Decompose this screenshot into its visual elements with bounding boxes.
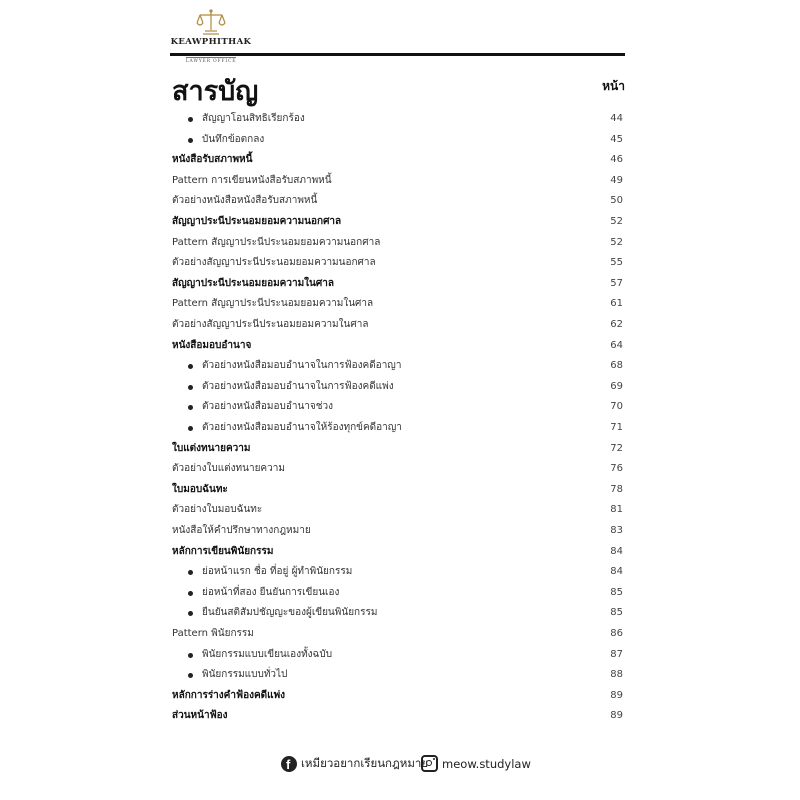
toc-entry[interactable]	[172, 500, 623, 520]
toc-entry-page: 61	[610, 298, 623, 310]
toc-entry-page: 72	[610, 442, 623, 454]
brand-name: KEAWPHITHAK	[170, 37, 252, 47]
bullet-icon	[188, 673, 193, 678]
toc-entry[interactable]	[172, 233, 623, 253]
toc-entry-page: 52	[610, 236, 623, 248]
toc-entry-label: ย่อหน้าที่สอง ยืนยันการเขียนเอง	[202, 586, 340, 598]
toc-entry-label: ตัวอย่างใบแต่งทนายความ	[172, 463, 285, 475]
toc-entry-label: หลักการเขียนพินัยกรรม	[172, 545, 274, 557]
toc-entry-page: 87	[610, 648, 623, 660]
toc-entry-page: 69	[610, 380, 623, 392]
toc-entry-page: 76	[610, 463, 623, 475]
toc-entry[interactable]	[172, 686, 623, 706]
toc-entry-label: หนังสือรับสภาพหนี้	[172, 154, 253, 166]
toc-entry-page: 70	[610, 401, 623, 413]
toc-entry-page: 85	[610, 586, 623, 598]
toc-entry[interactable]	[172, 109, 623, 129]
bullet-icon	[188, 385, 193, 390]
page-column-heading: หน้า	[602, 79, 625, 93]
toc-entry-label: ตัวอย่างหนังสือมอบอำนาจในการฟ้องคดีแพ่ง	[202, 380, 394, 392]
toc-entry[interactable]	[172, 706, 623, 726]
toc-entry-page: 84	[610, 566, 623, 578]
toc-entry[interactable]	[172, 315, 623, 335]
toc-entry-page: 57	[610, 277, 623, 289]
toc-entry-page: 81	[610, 504, 623, 516]
toc-entry-page: 62	[610, 319, 623, 330]
toc-entry-page: 64	[610, 339, 623, 351]
bullet-icon	[188, 364, 193, 369]
toc-entry-label: พินัยกรรมแบบทั่วไป	[202, 669, 288, 681]
toc-entry[interactable]	[172, 397, 623, 417]
toc-entry-page: 68	[610, 360, 623, 372]
instagram-icon	[421, 755, 438, 772]
toc-entry-label: สัญญาประนีประนอมยอมความในศาล	[172, 277, 334, 289]
toc-entry-label: ตัวอย่างหนังสือมอบอำนาจให้ร้องทุกข์คดีอาญา	[202, 422, 402, 433]
toc-entry[interactable]	[172, 645, 623, 665]
toc-entry-label: ตัวอย่างสัญญาประนีประนอมยอมความในศาล	[172, 319, 369, 330]
toc-entry[interactable]	[172, 191, 623, 211]
toc-entry[interactable]	[172, 583, 623, 603]
toc-entry-page: 83	[610, 525, 623, 536]
toc-entry-page: 89	[610, 710, 623, 722]
toc-entry[interactable]	[172, 253, 623, 273]
toc-entry-label: ย่อหน้าแรก ชื่อ ที่อยู่ ผู้ทำพินัยกรรม	[202, 566, 353, 578]
bullet-icon	[188, 611, 193, 616]
toc-entry-page: 78	[610, 483, 623, 495]
toc-entry[interactable]	[172, 130, 623, 150]
toc-entry-page: 71	[610, 422, 623, 433]
instagram-handle: meow.studylaw	[442, 756, 531, 771]
toc-entry-label: สัญญาประนีประนอมยอมความนอกศาล	[172, 216, 342, 227]
toc-entry-label: Pattern สัญญาประนีประนอมยอมความนอกศาล	[172, 236, 381, 248]
toc-entry-label: ตัวอย่างใบมอบฉันทะ	[172, 504, 263, 516]
toc-entry-page: 44	[610, 113, 623, 124]
toc-entry-page: 84	[610, 545, 623, 557]
toc-entry[interactable]	[172, 521, 623, 541]
toc-entry-page: 45	[610, 133, 623, 145]
facebook-icon: f	[281, 756, 297, 772]
toc-entry-label: สัญญาโอนสิทธิเรียกร้อง	[202, 113, 305, 124]
toc-entry-page: 88	[610, 669, 623, 681]
toc-entry[interactable]	[172, 212, 623, 232]
toc-entry-label: Pattern สัญญาประนีประนอมยอมความในศาล	[172, 298, 374, 310]
bullet-icon	[188, 570, 193, 575]
toc-entry-label: บันทึกข้อตกลง	[202, 133, 265, 145]
toc-entry-page: 50	[610, 195, 623, 207]
toc-entry-label: พินัยกรรมแบบเขียนเองทั้งฉบับ	[202, 648, 333, 660]
toc-entry-label: หนังสือมอบอำนาจ	[172, 339, 252, 351]
toc-entry-label: ยืนยันสติสัมปชัญญะของผู้เขียนพินัยกรรม	[202, 607, 378, 619]
header-divider	[170, 53, 625, 56]
toc-entry[interactable]	[172, 356, 623, 376]
toc-entry-label: ตัวอย่างหนังสือมอบอำนาจในการฟ้องคดีอาญา	[202, 360, 402, 372]
toc-entry-label: ส่วนหน้าฟ้อง	[172, 710, 228, 722]
toc-entry[interactable]	[172, 171, 623, 191]
bullet-icon	[188, 117, 193, 122]
toc-entry-page: 86	[610, 628, 623, 639]
bullet-icon	[188, 426, 193, 431]
toc-entry-label: ตัวอย่างสัญญาประนีประนอมยอมความนอกศาล	[172, 257, 376, 269]
bullet-icon	[188, 653, 193, 658]
toc-entry[interactable]	[172, 274, 623, 294]
toc-entry[interactable]	[172, 562, 623, 582]
bullet-icon	[188, 405, 193, 410]
toc-entry-label: ตัวอย่างหนังสือหนังสือรับสภาพหนี้	[172, 195, 318, 207]
toc-entry-label: Pattern การเขียนหนังสือรับสภาพหนี้	[172, 174, 332, 186]
toc-entry-label: ตัวอย่างหนังสือมอบอำนาจช่วง	[202, 401, 334, 413]
toc-entry[interactable]	[172, 418, 623, 438]
brand-subtitle: LAWYER OFFICE	[185, 59, 237, 64]
toc-entry[interactable]	[172, 336, 623, 356]
toc-entry-label: ใบแต่งทนายความ	[172, 442, 251, 454]
toc-entry-page: 49	[610, 174, 623, 186]
toc-entry-label: Pattern พินัยกรรม	[172, 628, 254, 639]
toc-entry[interactable]	[172, 439, 623, 459]
facebook-link[interactable]	[281, 755, 428, 773]
toc-entry-page: 52	[610, 216, 623, 227]
toc-entry-page: 55	[610, 257, 623, 269]
toc-entry[interactable]	[172, 665, 623, 685]
instagram-link[interactable]	[421, 755, 531, 772]
toc-entry[interactable]	[172, 377, 623, 397]
toc-entry[interactable]	[172, 480, 623, 500]
toc-entry[interactable]	[172, 294, 623, 314]
bullet-icon	[188, 591, 193, 596]
firm-logo	[163, 8, 259, 66]
toc-entry-label: หนังสือให้คำปรึกษาทางกฎหมาย	[172, 525, 311, 536]
toc-entry-page: 89	[610, 689, 623, 701]
toc-entry[interactable]	[172, 603, 623, 623]
toc-entry-label: หลักการร่างคำฟ้องคดีแพ่ง	[172, 689, 286, 701]
footer	[0, 755, 800, 779]
scales-of-justice-icon	[195, 8, 227, 36]
facebook-handle: เหมียวอยากเรียนกฎหมาย	[301, 756, 429, 770]
toc-entry[interactable]	[172, 459, 623, 479]
toc-entry[interactable]	[172, 624, 623, 644]
toc-entry[interactable]	[172, 150, 623, 170]
toc-entry-label: ใบมอบฉันทะ	[172, 483, 228, 495]
toc-entry-page: 85	[610, 607, 623, 619]
toc-entry-page: 46	[610, 154, 623, 166]
toc-title: สารบัญ	[172, 76, 259, 107]
toc-entry[interactable]	[172, 542, 623, 562]
bullet-icon	[188, 138, 193, 143]
